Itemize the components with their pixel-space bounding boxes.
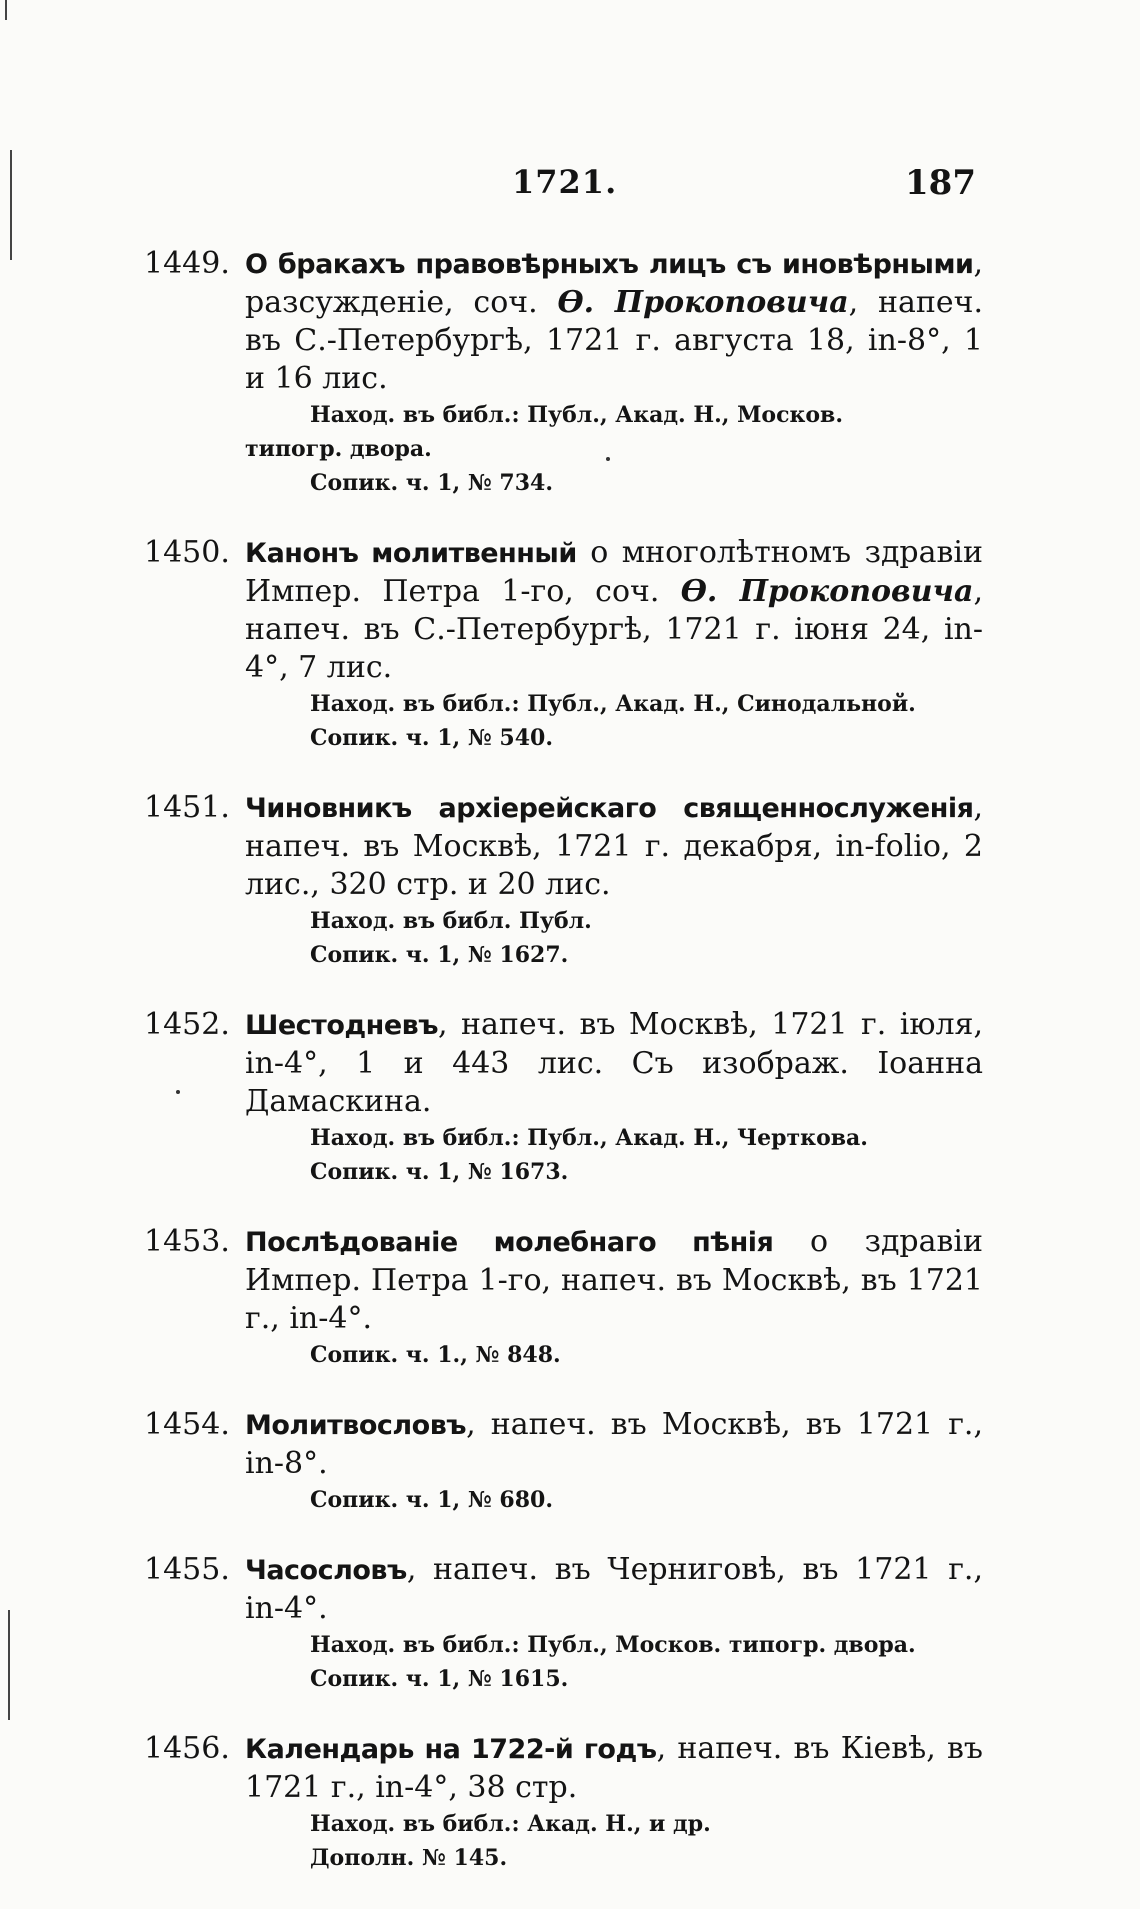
entry-location: Наход. въ библ.: Акад. Н., и др.	[310, 1811, 711, 1837]
entry-location: Наход. въ библ.: Публ., Акад. Н., Синодальной.	[310, 691, 916, 717]
entry-text	[245, 789, 983, 904]
running-header	[0, 163, 1140, 211]
header-year: 1721.	[512, 163, 618, 201]
entry-desc-1: о многолѣтномъ здравіи Импер. Петра 1-го, соч.	[245, 535, 983, 609]
entry-location: Наход. въ библ.: Публ., Москов. типогр. двора.	[310, 1632, 916, 1658]
entry-number: 1449.	[144, 246, 230, 281]
bibliography-entry	[0, 1406, 1140, 1517]
entry-number: 1451.	[144, 790, 230, 825]
entry-desc-1: , напеч. въ Москвѣ, 1721 г. декабря, in-folio, 2 лис., 320 стр. и 20 лис.	[245, 790, 983, 902]
entry-text	[245, 1730, 983, 1807]
entry-author: Ө. Прокоповича	[557, 285, 849, 320]
entry-desc-2: , напеч. въ С.-Петербургѣ, 1721 г. августа 18, in-8°, 1 и 16 лис.	[245, 285, 983, 396]
entry-title: О бракахъ правовѣрныхъ лицъ съ иновѣрными	[245, 249, 974, 280]
entry-reference: Сопик. ч. 1, № 1673.	[310, 1159, 569, 1185]
entry-desc-1: о здравіи Импер. Петра 1-го, напеч. въ Москвѣ, въ 1721 г., in-4°.	[245, 1224, 983, 1336]
entry-desc-1: , разсужденіе, соч.	[245, 246, 983, 320]
entry-title: Чиновникъ архіерейскаго священнослуженія	[245, 793, 974, 824]
bibliography-entry	[0, 789, 1140, 972]
entry-reference: Сопик. ч. 1, № 1627.	[310, 942, 569, 968]
bibliography-entry	[0, 245, 1140, 500]
entry-title: Календарь на 1722-й годъ	[245, 1734, 657, 1765]
entry-location: Наход. въ библ.: Публ., Акад. Н., Черткова.	[310, 1125, 868, 1151]
entry-text	[245, 1223, 983, 1338]
entry-location: Наход. въ библ. Публ.	[310, 908, 592, 934]
entry-text	[245, 1006, 983, 1121]
entry-reference: Сопик. ч. 1, № 1615.	[310, 1666, 569, 1692]
entry-title: Шестодневъ	[245, 1010, 439, 1041]
entry-reference: Сопик. ч. 1, № 540.	[310, 725, 554, 751]
entry-reference: Сопик. ч. 1, № 680.	[310, 1487, 554, 1513]
entry-number: 1455.	[144, 1552, 230, 1587]
entry-author: Ө. Прокоповича	[680, 574, 974, 609]
bibliography-entry	[0, 1551, 1140, 1696]
entry-desc-1: , напеч. въ Черниговѣ, въ 1721 г., in-4°.	[245, 1552, 983, 1626]
bibliography-entry	[0, 1730, 1140, 1875]
entry-desc-1: , напеч. въ Кіевѣ, въ 1721 г., in-4°, 38 стр.	[245, 1731, 983, 1805]
entry-number: 1456.	[144, 1731, 230, 1766]
entry-number: 1452.	[144, 1007, 230, 1042]
entry-desc-1: , напеч. въ Москвѣ, 1721 г. іюля, in-4°, 1 и 443 лис. Съ изображ. Іоанна Дамаскина.	[245, 1007, 983, 1119]
entry-title: Канонъ молитвенный	[245, 538, 577, 569]
entry-number: 1453.	[144, 1224, 230, 1259]
top-edge-mark	[5, 0, 7, 20]
entry-reference: Сопик. ч. 1., № 848.	[310, 1342, 561, 1368]
entry-number: 1450.	[144, 535, 230, 570]
bibliography-entries	[0, 245, 1140, 1909]
entry-text	[245, 534, 983, 687]
entry-title: Молитвословъ	[245, 1410, 467, 1441]
entry-location: Наход. въ библ.: Публ., Акад. Н., Москов. типогр. двора.	[245, 402, 844, 462]
entry-reference: Дополн. № 145.	[310, 1845, 508, 1871]
entry-desc-2: , напеч. въ С.-Петербургѣ, 1721 г. іюня 24, in-4°, 7 лис.	[245, 574, 983, 685]
entry-reference: Сопик. ч. 1, № 734.	[310, 470, 554, 496]
entry-text	[245, 245, 983, 398]
entry-text	[245, 1551, 983, 1628]
entry-number: 1454.	[144, 1407, 230, 1442]
bibliography-entry	[0, 1006, 1140, 1189]
entry-text	[245, 1406, 983, 1483]
bibliography-entry	[0, 1223, 1140, 1372]
entry-desc-1: , напеч. въ Москвѣ, въ 1721 г., in-8°.	[245, 1407, 983, 1481]
page-number: 187	[905, 163, 976, 203]
bibliography-entry	[0, 534, 1140, 755]
entry-title: Часословъ	[245, 1555, 407, 1586]
entry-title: Послѣдованіе молебнаго пѣнія	[245, 1227, 774, 1258]
